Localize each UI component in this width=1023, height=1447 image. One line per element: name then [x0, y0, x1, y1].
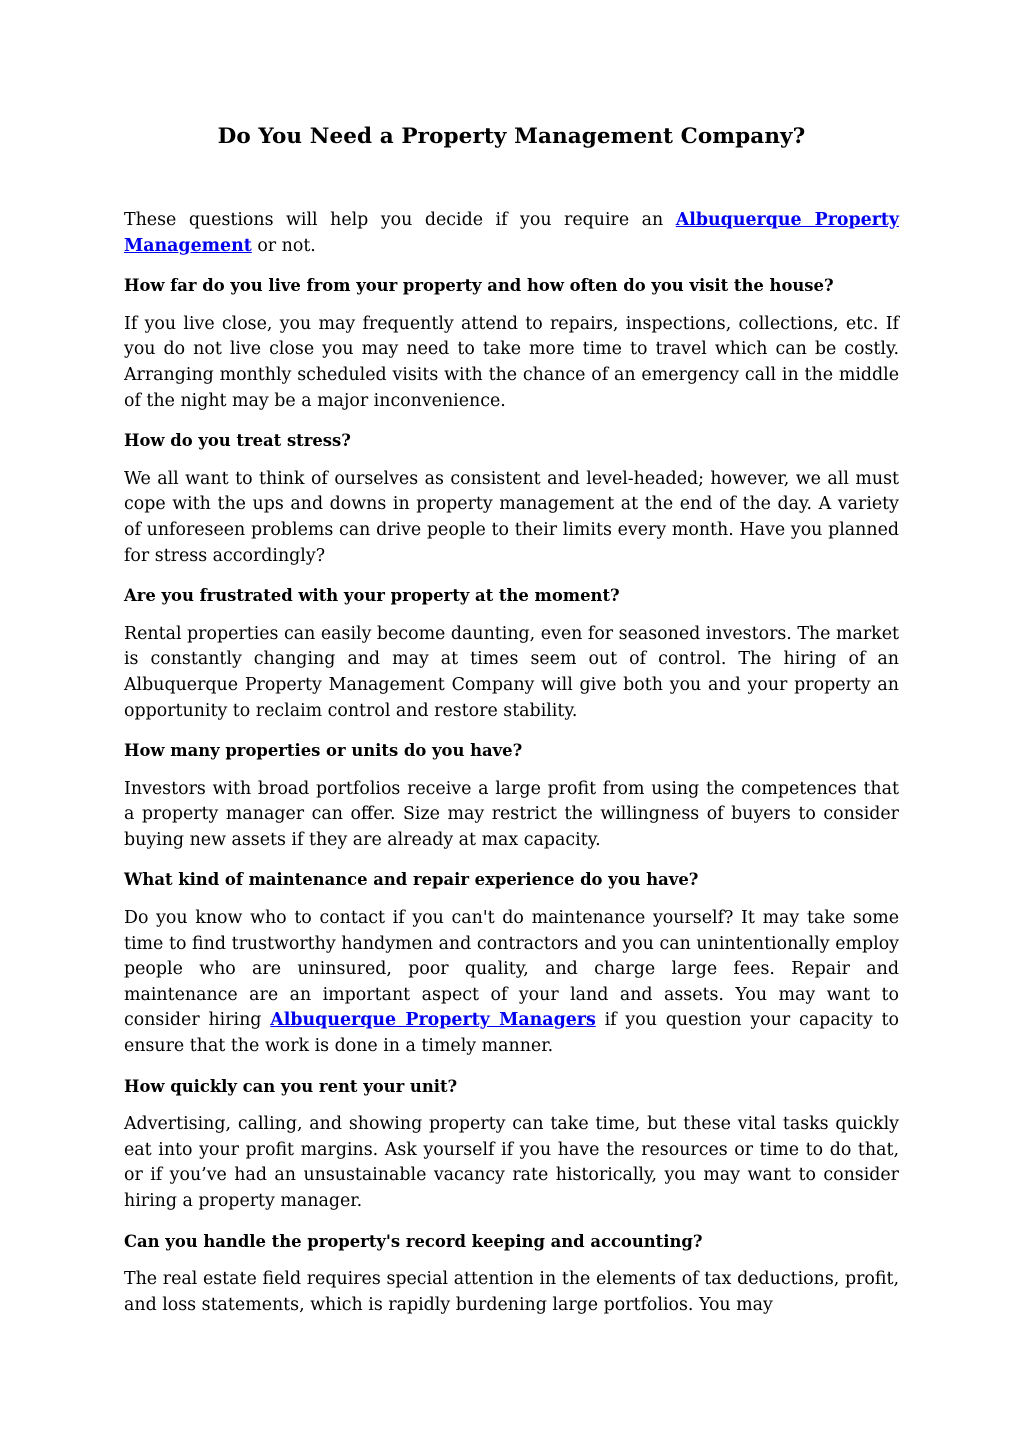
- albuquerque-property-managers-link[interactable]: Albuquerque Property Managers: [270, 1010, 596, 1031]
- answer-paragraph-maintenance: [124, 906, 899, 1060]
- albuquerque-property-management-link[interactable]: Albuquerque Property Management: [124, 210, 899, 256]
- answer-paragraph-rent: Advertising, calling, and showing property can take time, but these vital tasks quickly eat into your profit margins. Ask yourself if you have the resources or time to do that, or if you’ve had an unsustainable vacancy rate historically, you may want to consider hiring a property manager.: [124, 1114, 899, 1211]
- question-heading-distance: How far do you live from your property and how often do you visit the house?: [124, 276, 834, 296]
- intro-paragraph: [124, 208, 899, 259]
- answer-paragraph-frustrated: Rental properties can easily become daunting, even for seasoned investors. The market is constantly changing and may at times seem out of control. The hiring of an Albuquerque Property Management Company will give both you and your property an opportunity to reclaim control and restore stability.: [124, 623, 899, 721]
- question-heading-stress: How do you treat stress?: [124, 431, 351, 451]
- document-body: [124, 208, 899, 1332]
- answer-paragraph-distance: If you live close, you may frequently attend to repairs, inspections, collections, etc. If you do not live close you may need to take more time to travel which can be costly. Arranging monthly scheduled visits with the chance of an emergency call in the middle of the night may be a major inconvenience.: [124, 313, 899, 411]
- question-heading-frustrated: Are you frustrated with your property at the moment?: [124, 586, 620, 606]
- answer-paragraph-accounting: The real estate field requires special attention in the elements of tax deductions, profit, and loss statements, which is rapidly burdening large portfolios. You may: [124, 1269, 899, 1315]
- question-heading-units: How many properties or units do you have?: [124, 741, 523, 761]
- page-title: Do You Need a Property Management Company?: [217, 124, 806, 149]
- question-heading-maintenance: What kind of maintenance and repair experience do you have?: [124, 870, 699, 890]
- intro-text-after: or not.: [251, 235, 316, 256]
- maintenance-text-after: if you question your capacity to ensure that the work is done in a timely manner.: [124, 1010, 899, 1057]
- question-heading-rent: How quickly can you rent your unit?: [124, 1076, 458, 1096]
- answer-paragraph-units: Investors with broad portfolios receive a large profit from using the competences that a property manager can offer. Size may restrict the willingness of buyers to consider buying new assets if they are already at max capacity.: [124, 778, 899, 850]
- answer-paragraph-stress: We all want to think of ourselves as consistent and level-headed; however, we all must cope with the ups and downs in property management at the end of the day. A variety of unforeseen problems can drive people to their limits every month. Have you planned for stress accordingly?: [124, 468, 899, 566]
- question-heading-accounting: Can you handle the property's record keeping and accounting?: [124, 1231, 703, 1251]
- intro-text-before: These questions will help you decide if you require an: [124, 210, 676, 230]
- maintenance-text-before: Do you know who to contact if you can't do maintenance yourself? It may take some time to find trustworthy handymen and contractors and you can unintentionally employ people who are uninsured, poor quality, and charge large fees. Repair and maintenance are an important aspect of your land and assets. You may want to consider hiring: [124, 908, 899, 1031]
